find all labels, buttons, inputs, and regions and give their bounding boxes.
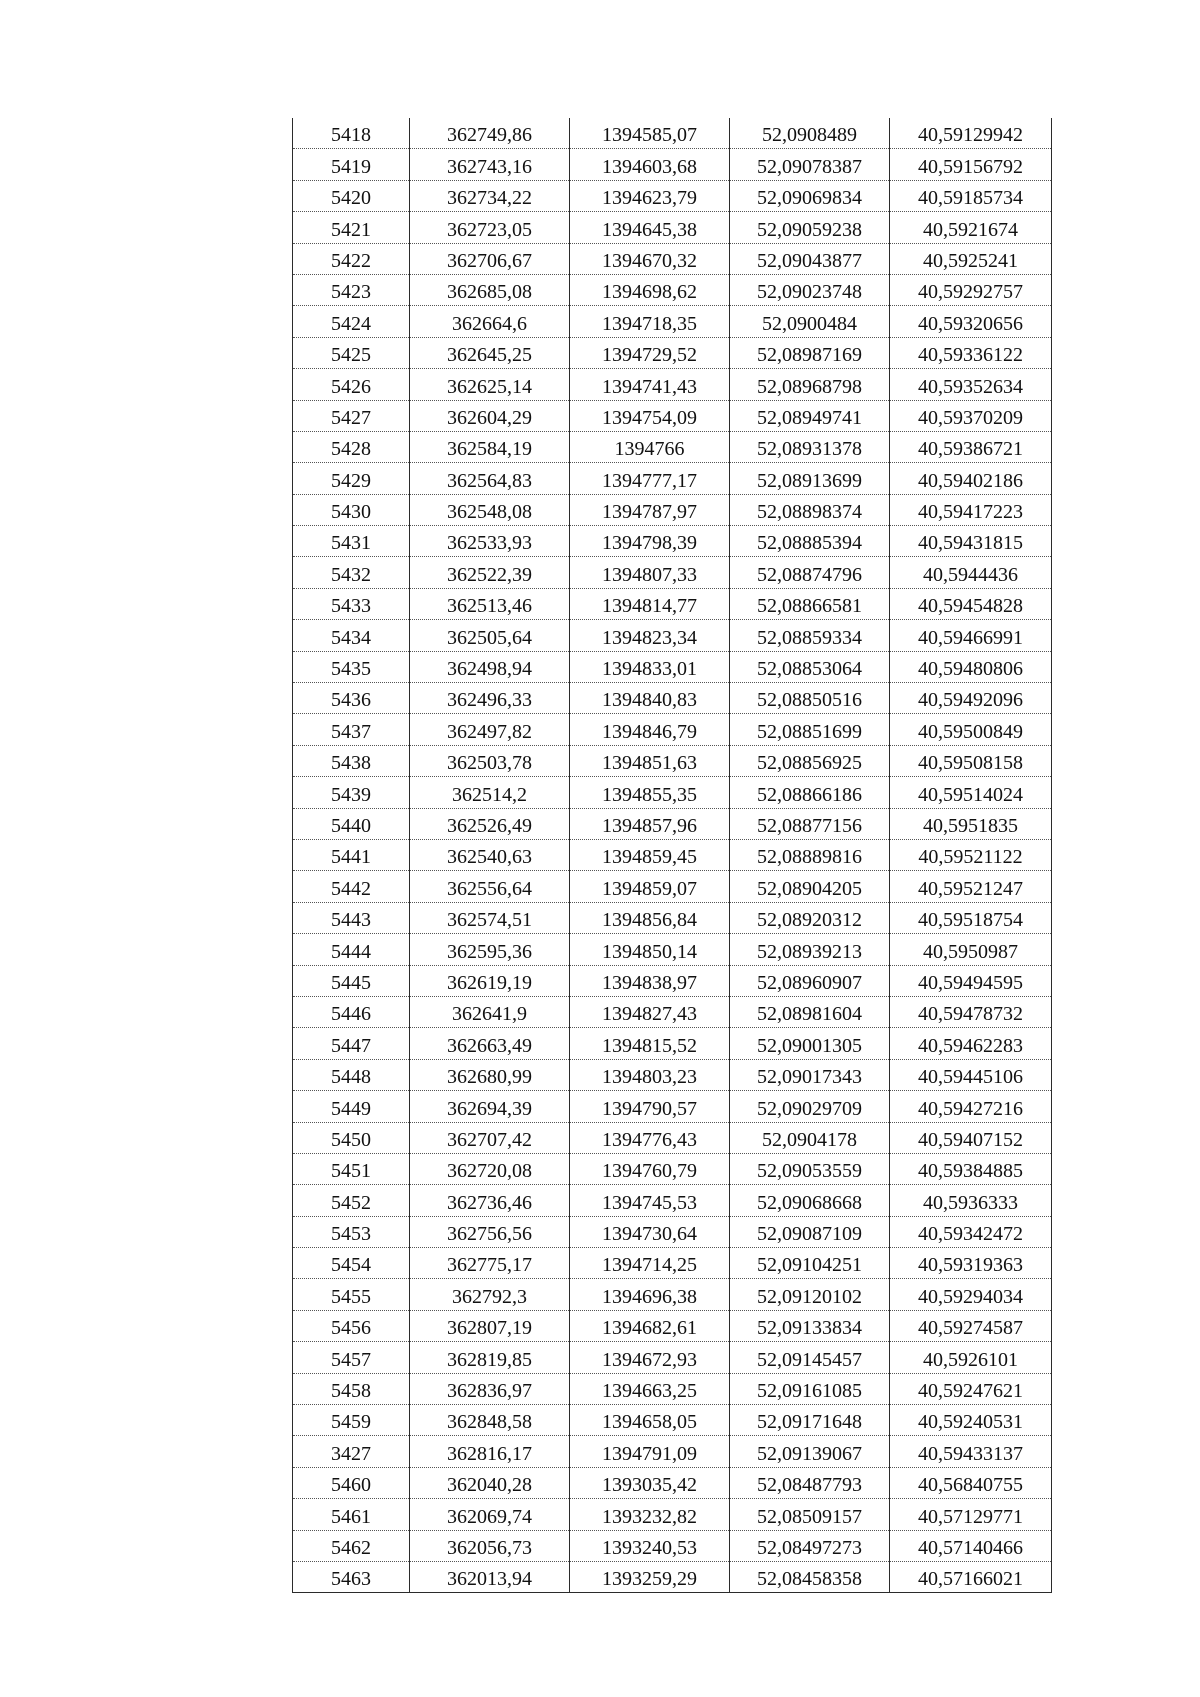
table-row [293, 369, 1052, 400]
y-coordinate-cell: 1394777,17 [570, 463, 730, 494]
y-coordinate-cell: 1394754,09 [570, 400, 730, 431]
point-number-cell: 5430 [293, 494, 410, 525]
y-coordinate-cell: 1394807,33 [570, 557, 730, 588]
table-row [293, 683, 1052, 714]
longitude-cell: 40,57140466 [890, 1530, 1052, 1561]
x-coordinate-cell: 362526,49 [410, 808, 570, 839]
x-coordinate-cell: 362664,6 [410, 306, 570, 337]
y-coordinate-cell: 1394682,61 [570, 1310, 730, 1341]
point-number-cell: 5447 [293, 1028, 410, 1059]
y-coordinate-cell: 1394741,43 [570, 369, 730, 400]
point-number-cell: 5421 [293, 212, 410, 243]
latitude-cell: 52,08960907 [730, 965, 890, 996]
y-coordinate-cell: 1394859,45 [570, 839, 730, 870]
y-coordinate-cell: 1393259,29 [570, 1561, 730, 1592]
table-row [293, 1028, 1052, 1059]
y-coordinate-cell: 1394803,23 [570, 1059, 730, 1090]
point-number-cell: 5454 [293, 1248, 410, 1279]
point-number-cell: 5433 [293, 588, 410, 619]
latitude-cell: 52,09059238 [730, 212, 890, 243]
x-coordinate-cell: 362564,83 [410, 463, 570, 494]
table-row [293, 306, 1052, 337]
x-coordinate-cell: 362497,82 [410, 714, 570, 745]
y-coordinate-cell: 1394698,62 [570, 274, 730, 305]
longitude-cell: 40,56840755 [890, 1467, 1052, 1498]
y-coordinate-cell: 1394787,97 [570, 494, 730, 525]
x-coordinate-cell: 362496,33 [410, 683, 570, 714]
x-coordinate-cell: 362498,94 [410, 651, 570, 682]
table-row [293, 777, 1052, 808]
longitude-cell: 40,59185734 [890, 180, 1052, 211]
table-row [293, 431, 1052, 462]
y-coordinate-cell: 1394670,32 [570, 243, 730, 274]
latitude-cell: 52,08987169 [730, 337, 890, 368]
longitude-cell: 40,59500849 [890, 714, 1052, 745]
x-coordinate-cell: 362807,19 [410, 1310, 570, 1341]
y-coordinate-cell: 1394791,09 [570, 1436, 730, 1467]
x-coordinate-cell: 362792,3 [410, 1279, 570, 1310]
longitude-cell: 40,59494595 [890, 965, 1052, 996]
table-row [293, 902, 1052, 933]
latitude-cell: 52,09068668 [730, 1185, 890, 1216]
x-coordinate-cell: 362574,51 [410, 902, 570, 933]
y-coordinate-cell: 1394798,39 [570, 526, 730, 557]
latitude-cell: 52,08968798 [730, 369, 890, 400]
point-number-cell: 5453 [293, 1216, 410, 1247]
point-number-cell: 5432 [293, 557, 410, 588]
latitude-cell: 52,08509157 [730, 1499, 890, 1530]
table-row [293, 839, 1052, 870]
point-number-cell: 5452 [293, 1185, 410, 1216]
point-number-cell: 5445 [293, 965, 410, 996]
table-row [293, 557, 1052, 588]
y-coordinate-cell: 1394838,97 [570, 965, 730, 996]
y-coordinate-cell: 1394623,79 [570, 180, 730, 211]
latitude-cell: 52,09069834 [730, 180, 890, 211]
latitude-cell: 52,09161085 [730, 1373, 890, 1404]
latitude-cell: 52,09043877 [730, 243, 890, 274]
table-row [293, 463, 1052, 494]
point-number-cell: 5457 [293, 1342, 410, 1373]
point-number-cell: 5446 [293, 996, 410, 1027]
table-row [293, 1342, 1052, 1373]
point-number-cell: 5449 [293, 1091, 410, 1122]
point-number-cell: 5451 [293, 1153, 410, 1184]
x-coordinate-cell: 362720,08 [410, 1153, 570, 1184]
table-row [293, 965, 1052, 996]
x-coordinate-cell: 362625,14 [410, 369, 570, 400]
y-coordinate-cell: 1394823,34 [570, 620, 730, 651]
x-coordinate-cell: 362775,17 [410, 1248, 570, 1279]
longitude-cell: 40,59294034 [890, 1279, 1052, 1310]
y-coordinate-cell: 1394745,53 [570, 1185, 730, 1216]
x-coordinate-cell: 362595,36 [410, 934, 570, 965]
longitude-cell: 40,59384885 [890, 1153, 1052, 1184]
table-row [293, 1279, 1052, 1310]
x-coordinate-cell: 362040,28 [410, 1467, 570, 1498]
point-number-cell: 5437 [293, 714, 410, 745]
longitude-cell: 40,59240531 [890, 1405, 1052, 1436]
y-coordinate-cell: 1394663,25 [570, 1373, 730, 1404]
latitude-cell: 52,08931378 [730, 431, 890, 462]
point-number-cell: 5463 [293, 1561, 410, 1592]
latitude-cell: 52,08904205 [730, 871, 890, 902]
y-coordinate-cell: 1394851,63 [570, 745, 730, 776]
table-row [293, 526, 1052, 557]
latitude-cell: 52,08877156 [730, 808, 890, 839]
x-coordinate-cell: 362548,08 [410, 494, 570, 525]
y-coordinate-cell: 1394585,07 [570, 118, 730, 149]
latitude-cell: 52,08866581 [730, 588, 890, 619]
latitude-cell: 52,08866186 [730, 777, 890, 808]
latitude-cell: 52,08497273 [730, 1530, 890, 1561]
point-number-cell: 5427 [293, 400, 410, 431]
latitude-cell: 52,08920312 [730, 902, 890, 933]
longitude-cell: 40,59320656 [890, 306, 1052, 337]
latitude-cell: 52,08487793 [730, 1467, 890, 1498]
y-coordinate-cell: 1394840,83 [570, 683, 730, 714]
y-coordinate-cell: 1394714,25 [570, 1248, 730, 1279]
longitude-cell: 40,59466991 [890, 620, 1052, 651]
table-row [293, 400, 1052, 431]
table-row [293, 745, 1052, 776]
table-row [293, 996, 1052, 1027]
table-row [293, 1153, 1052, 1184]
point-number-cell: 5459 [293, 1405, 410, 1436]
x-coordinate-cell: 362707,42 [410, 1122, 570, 1153]
y-coordinate-cell: 1394855,35 [570, 777, 730, 808]
table-row [293, 1436, 1052, 1467]
latitude-cell: 52,08856925 [730, 745, 890, 776]
latitude-cell: 52,08853064 [730, 651, 890, 682]
table-row [293, 212, 1052, 243]
latitude-cell: 52,09145457 [730, 1342, 890, 1373]
table-row [293, 1122, 1052, 1153]
point-number-cell: 5422 [293, 243, 410, 274]
table-row [293, 620, 1052, 651]
y-coordinate-cell: 1394603,68 [570, 149, 730, 180]
table-row [293, 149, 1052, 180]
x-coordinate-cell: 362706,67 [410, 243, 570, 274]
longitude-cell: 40,59319363 [890, 1248, 1052, 1279]
table-row [293, 1059, 1052, 1090]
point-number-cell: 5436 [293, 683, 410, 714]
x-coordinate-cell: 362694,39 [410, 1091, 570, 1122]
x-coordinate-cell: 362619,19 [410, 965, 570, 996]
latitude-cell: 52,08885394 [730, 526, 890, 557]
longitude-cell: 40,59427216 [890, 1091, 1052, 1122]
x-coordinate-cell: 362756,56 [410, 1216, 570, 1247]
point-number-cell: 5434 [293, 620, 410, 651]
y-coordinate-cell: 1394718,35 [570, 306, 730, 337]
longitude-cell: 40,59247621 [890, 1373, 1052, 1404]
x-coordinate-cell: 362503,78 [410, 745, 570, 776]
point-number-cell: 5420 [293, 180, 410, 211]
y-coordinate-cell: 1394658,05 [570, 1405, 730, 1436]
latitude-cell: 52,08889816 [730, 839, 890, 870]
table-row [293, 1530, 1052, 1561]
longitude-cell: 40,59417223 [890, 494, 1052, 525]
latitude-cell: 52,09053559 [730, 1153, 890, 1184]
longitude-cell: 40,59433137 [890, 1436, 1052, 1467]
longitude-cell: 40,59156792 [890, 149, 1052, 180]
latitude-cell: 52,09120102 [730, 1279, 890, 1310]
table-row [293, 1499, 1052, 1530]
latitude-cell: 52,0900484 [730, 306, 890, 337]
point-number-cell: 5435 [293, 651, 410, 682]
point-number-cell: 5441 [293, 839, 410, 870]
x-coordinate-cell: 362736,46 [410, 1185, 570, 1216]
y-coordinate-cell: 1394815,52 [570, 1028, 730, 1059]
table-row [293, 714, 1052, 745]
x-coordinate-cell: 362645,25 [410, 337, 570, 368]
point-number-cell: 5450 [293, 1122, 410, 1153]
longitude-cell: 40,57166021 [890, 1561, 1052, 1592]
table-row [293, 118, 1052, 149]
y-coordinate-cell: 1394850,14 [570, 934, 730, 965]
point-number-cell: 5426 [293, 369, 410, 400]
longitude-cell: 40,59480806 [890, 651, 1052, 682]
y-coordinate-cell: 1393035,42 [570, 1467, 730, 1498]
x-coordinate-cell: 362836,97 [410, 1373, 570, 1404]
latitude-cell: 52,08898374 [730, 494, 890, 525]
latitude-cell: 52,08913699 [730, 463, 890, 494]
y-coordinate-cell: 1394859,07 [570, 871, 730, 902]
x-coordinate-cell: 362584,19 [410, 431, 570, 462]
latitude-cell: 52,08859334 [730, 620, 890, 651]
y-coordinate-cell: 1394833,01 [570, 651, 730, 682]
point-number-cell: 5456 [293, 1310, 410, 1341]
x-coordinate-cell: 362848,58 [410, 1405, 570, 1436]
latitude-cell: 52,09017343 [730, 1059, 890, 1090]
table-row [293, 651, 1052, 682]
x-coordinate-cell: 362604,29 [410, 400, 570, 431]
latitude-cell: 52,08851699 [730, 714, 890, 745]
point-number-cell: 3427 [293, 1436, 410, 1467]
x-coordinate-cell: 362723,05 [410, 212, 570, 243]
y-coordinate-cell: 1394672,93 [570, 1342, 730, 1373]
longitude-cell: 40,59336122 [890, 337, 1052, 368]
x-coordinate-cell: 362522,39 [410, 557, 570, 588]
longitude-cell: 40,59514024 [890, 777, 1052, 808]
latitude-cell: 52,08874796 [730, 557, 890, 588]
longitude-cell: 40,59407152 [890, 1122, 1052, 1153]
latitude-cell: 52,09104251 [730, 1248, 890, 1279]
longitude-cell: 40,59462283 [890, 1028, 1052, 1059]
table-row [293, 871, 1052, 902]
x-coordinate-cell: 362749,86 [410, 118, 570, 149]
longitude-cell: 40,57129771 [890, 1499, 1052, 1530]
x-coordinate-cell: 362505,64 [410, 620, 570, 651]
longitude-cell: 40,59386721 [890, 431, 1052, 462]
x-coordinate-cell: 362069,74 [410, 1499, 570, 1530]
y-coordinate-cell: 1394846,79 [570, 714, 730, 745]
point-number-cell: 5455 [293, 1279, 410, 1310]
table-row [293, 934, 1052, 965]
latitude-cell: 52,09087109 [730, 1216, 890, 1247]
latitude-cell: 52,09078387 [730, 149, 890, 180]
longitude-cell: 40,59370209 [890, 400, 1052, 431]
point-number-cell: 5429 [293, 463, 410, 494]
table-row [293, 1561, 1052, 1592]
point-number-cell: 5424 [293, 306, 410, 337]
table-row [293, 588, 1052, 619]
point-number-cell: 5440 [293, 808, 410, 839]
point-number-cell: 5425 [293, 337, 410, 368]
table-row [293, 1248, 1052, 1279]
y-coordinate-cell: 1394766 [570, 431, 730, 462]
x-coordinate-cell: 362819,85 [410, 1342, 570, 1373]
latitude-cell: 52,08850516 [730, 683, 890, 714]
point-number-cell: 5462 [293, 1530, 410, 1561]
longitude-cell: 40,59431815 [890, 526, 1052, 557]
table-row [293, 1091, 1052, 1122]
y-coordinate-cell: 1394730,64 [570, 1216, 730, 1247]
x-coordinate-cell: 362734,22 [410, 180, 570, 211]
latitude-cell: 52,08949741 [730, 400, 890, 431]
point-number-cell: 5444 [293, 934, 410, 965]
longitude-cell: 40,5921674 [890, 212, 1052, 243]
longitude-cell: 40,59342472 [890, 1216, 1052, 1247]
y-coordinate-cell: 1394857,96 [570, 808, 730, 839]
x-coordinate-cell: 362641,9 [410, 996, 570, 1027]
longitude-cell: 40,59492096 [890, 683, 1052, 714]
latitude-cell: 52,0904178 [730, 1122, 890, 1153]
longitude-cell: 40,59508158 [890, 745, 1052, 776]
point-number-cell: 5461 [293, 1499, 410, 1530]
y-coordinate-cell: 1394856,84 [570, 902, 730, 933]
x-coordinate-cell: 362533,93 [410, 526, 570, 557]
y-coordinate-cell: 1394729,52 [570, 337, 730, 368]
y-coordinate-cell: 1393240,53 [570, 1530, 730, 1561]
x-coordinate-cell: 362680,99 [410, 1059, 570, 1090]
table-row [293, 274, 1052, 305]
y-coordinate-cell: 1394696,38 [570, 1279, 730, 1310]
x-coordinate-cell: 362540,63 [410, 839, 570, 870]
table-row [293, 1467, 1052, 1498]
longitude-cell: 40,59521247 [890, 871, 1052, 902]
coordinates-table [292, 118, 1052, 1593]
table-row [293, 1216, 1052, 1247]
y-coordinate-cell: 1394776,43 [570, 1122, 730, 1153]
x-coordinate-cell: 362013,94 [410, 1561, 570, 1592]
longitude-cell: 40,5950987 [890, 934, 1052, 965]
y-coordinate-cell: 1393232,82 [570, 1499, 730, 1530]
table-row [293, 1185, 1052, 1216]
latitude-cell: 52,08458358 [730, 1561, 890, 1592]
x-coordinate-cell: 362513,46 [410, 588, 570, 619]
longitude-cell: 40,5926101 [890, 1342, 1052, 1373]
y-coordinate-cell: 1394790,57 [570, 1091, 730, 1122]
longitude-cell: 40,59402186 [890, 463, 1052, 494]
longitude-cell: 40,59292757 [890, 274, 1052, 305]
longitude-cell: 40,5936333 [890, 1185, 1052, 1216]
latitude-cell: 52,09023748 [730, 274, 890, 305]
longitude-cell: 40,5925241 [890, 243, 1052, 274]
point-number-cell: 5431 [293, 526, 410, 557]
point-number-cell: 5458 [293, 1373, 410, 1404]
longitude-cell: 40,59274587 [890, 1310, 1052, 1341]
x-coordinate-cell: 362514,2 [410, 777, 570, 808]
latitude-cell: 52,09139067 [730, 1436, 890, 1467]
latitude-cell: 52,09171648 [730, 1405, 890, 1436]
latitude-cell: 52,09029709 [730, 1091, 890, 1122]
x-coordinate-cell: 362663,49 [410, 1028, 570, 1059]
table-row [293, 808, 1052, 839]
longitude-cell: 40,59445106 [890, 1059, 1052, 1090]
table-row [293, 1310, 1052, 1341]
table-row [293, 1373, 1052, 1404]
y-coordinate-cell: 1394814,77 [570, 588, 730, 619]
latitude-cell: 52,08939213 [730, 934, 890, 965]
y-coordinate-cell: 1394760,79 [570, 1153, 730, 1184]
table-row [293, 494, 1052, 525]
coordinates-table-body [293, 118, 1052, 1593]
point-number-cell: 5423 [293, 274, 410, 305]
y-coordinate-cell: 1394645,38 [570, 212, 730, 243]
table-row [293, 243, 1052, 274]
longitude-cell: 40,59478732 [890, 996, 1052, 1027]
latitude-cell: 52,0908489 [730, 118, 890, 149]
x-coordinate-cell: 362556,64 [410, 871, 570, 902]
longitude-cell: 40,59518754 [890, 902, 1052, 933]
x-coordinate-cell: 362056,73 [410, 1530, 570, 1561]
point-number-cell: 5418 [293, 118, 410, 149]
longitude-cell: 40,59454828 [890, 588, 1052, 619]
latitude-cell: 52,08981604 [730, 996, 890, 1027]
point-number-cell: 5460 [293, 1467, 410, 1498]
y-coordinate-cell: 1394827,43 [570, 996, 730, 1027]
point-number-cell: 5428 [293, 431, 410, 462]
x-coordinate-cell: 362743,16 [410, 149, 570, 180]
longitude-cell: 40,59129942 [890, 118, 1052, 149]
point-number-cell: 5438 [293, 745, 410, 776]
x-coordinate-cell: 362685,08 [410, 274, 570, 305]
point-number-cell: 5448 [293, 1059, 410, 1090]
longitude-cell: 40,59352634 [890, 369, 1052, 400]
x-coordinate-cell: 362816,17 [410, 1436, 570, 1467]
longitude-cell: 40,5951835 [890, 808, 1052, 839]
table-row [293, 180, 1052, 211]
point-number-cell: 5419 [293, 149, 410, 180]
table-row [293, 1405, 1052, 1436]
longitude-cell: 40,59521122 [890, 839, 1052, 870]
point-number-cell: 5439 [293, 777, 410, 808]
latitude-cell: 52,09133834 [730, 1310, 890, 1341]
latitude-cell: 52,09001305 [730, 1028, 890, 1059]
table-row [293, 337, 1052, 368]
point-number-cell: 5443 [293, 902, 410, 933]
longitude-cell: 40,5944436 [890, 557, 1052, 588]
point-number-cell: 5442 [293, 871, 410, 902]
